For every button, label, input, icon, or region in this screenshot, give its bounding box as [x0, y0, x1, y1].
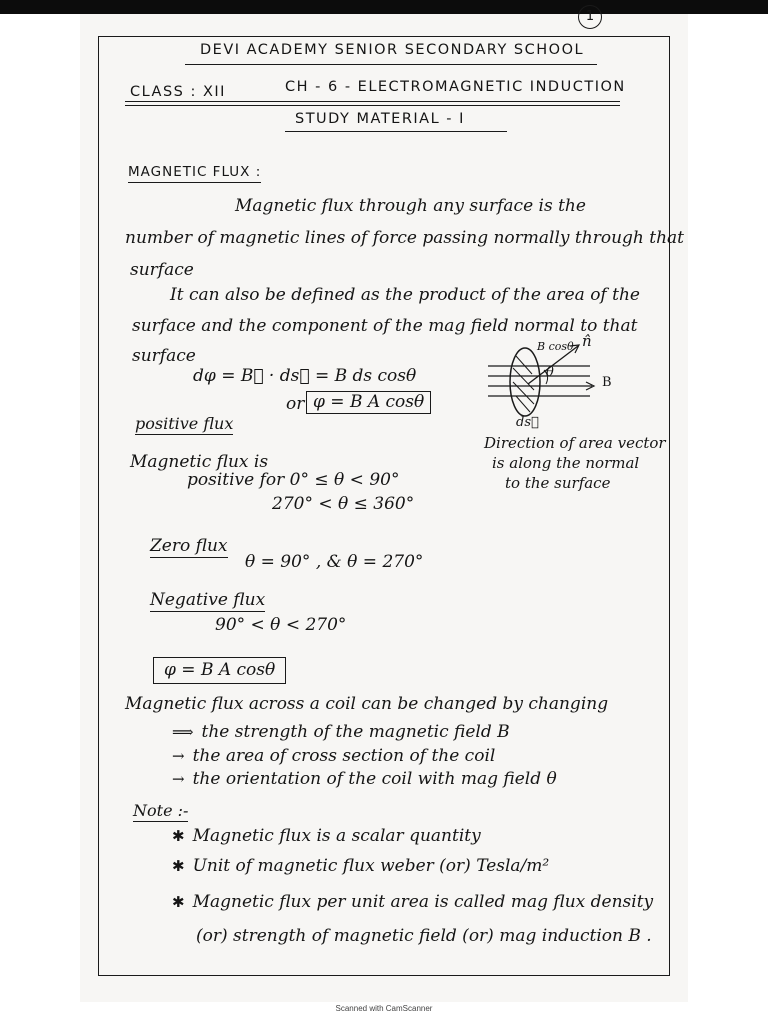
study-material-title: STUDY MATERIAL - I [295, 111, 465, 127]
school-name: DEVI ACADEMY SENIOR SECONDARY SCHOOL [200, 42, 585, 58]
zero-flux-condition: θ = 90° , & θ = 270° [245, 552, 424, 572]
changing-intro: Magnetic flux across a coil can be changed by changing [125, 694, 609, 714]
positive-flux-line-3: 270° < θ ≤ 360° [272, 494, 415, 514]
b-label: B [602, 375, 612, 390]
positive-flux-line-2: positive for 0° ≤ θ < 90° [187, 470, 400, 490]
ds-label: ds⃗ [516, 415, 539, 430]
normal-label: n̂ [582, 332, 592, 350]
class-label: CLASS : XII [130, 84, 226, 100]
flux-equation: dφ = B⃗ · ds⃗ = B ds cosθ [193, 366, 417, 386]
bcos-label: B cosθ [537, 340, 574, 353]
theta-label: θ [546, 365, 554, 380]
note-item-4: (or) strength of magnetic field (or) mag induction B . [196, 926, 652, 946]
note-item-3: ✱ Magnetic flux per unit area is called mag flux density [172, 892, 654, 912]
scan-top-edge [0, 0, 768, 14]
magnetic-flux-heading: MAGNETIC FLUX : [128, 166, 261, 183]
alt-definition-line-2: surface and the component of the mag field normal to that [132, 316, 638, 336]
definition-line-3: surface [130, 260, 194, 280]
note-item-1: ✱ Magnetic flux is a scalar quantity [172, 826, 481, 846]
alt-definition-line-1: It can also be defined as the product of the area of the [170, 285, 640, 305]
diagram-caption-3: to the surface [505, 474, 611, 492]
note-heading: Note :- [133, 801, 189, 820]
boxed-flux-equation: φ = B A cosθ [306, 391, 431, 414]
definition-line-2: number of magnetic lines of force passing normally through that [125, 228, 684, 248]
changing-item-2: → the area of cross section of the coil [172, 746, 496, 766]
header-rule-2 [125, 105, 620, 106]
page-number: 1 [578, 5, 602, 29]
chapter-title: CH - 6 - ELECTROMAGNETIC INDUCTION [285, 79, 626, 95]
changing-item-3: → the orientation of the coil with mag field θ [172, 769, 557, 789]
definition-line-1: Magnetic flux through any surface is the [235, 196, 586, 216]
diagram-caption-2: is along the normal [492, 454, 640, 472]
positive-flux-line-1: Magnetic flux is [130, 452, 269, 472]
alt-definition-line-3: surface [132, 346, 196, 366]
scanner-watermark: Scanned with CamScanner [335, 1004, 433, 1013]
negative-flux-condition: 90° < θ < 270° [215, 615, 347, 635]
material-underline [285, 131, 507, 132]
changing-item-1: ⟹ the strength of the magnetic field B [172, 722, 510, 742]
zero-flux-heading: Zero flux [150, 536, 228, 556]
negative-flux-heading: Negative flux [150, 590, 266, 610]
formula-box: φ = B A cosθ [153, 657, 286, 684]
school-underline [185, 64, 597, 65]
note-item-2: ✱ Unit of magnetic flux weber (or) Tesla/m² [172, 856, 550, 876]
surface-hatch [513, 356, 534, 412]
diagram-caption-1: Direction of area vector [484, 434, 666, 452]
positive-flux-heading: positive flux [135, 414, 234, 433]
header-rule-1 [125, 101, 620, 102]
equation-or: or [286, 394, 305, 414]
